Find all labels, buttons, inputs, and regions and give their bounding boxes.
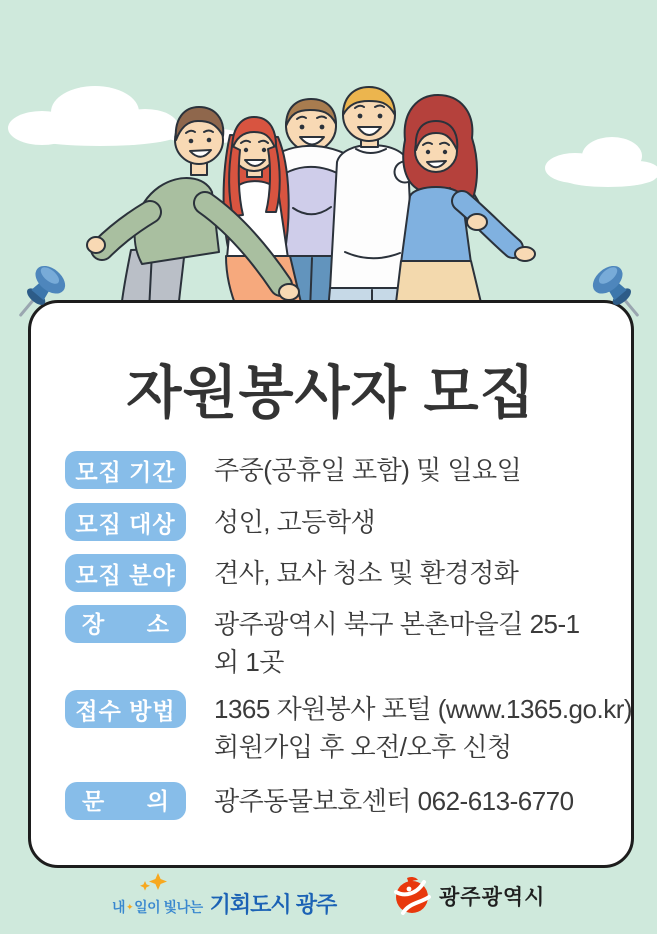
cloud-right-icon — [545, 137, 657, 187]
pushpin-left-icon — [8, 262, 72, 332]
badge-recruit-period: 모집 기간 — [65, 451, 186, 489]
value-location — [214, 605, 580, 681]
gwangju-city-logo — [393, 876, 545, 916]
info-card — [28, 300, 634, 868]
city-name: 광주광역시 — [439, 886, 546, 909]
poster-title: 자원봉사자 모집 — [126, 361, 536, 425]
value-recruit-field: 견사, 묘사 청소 및 환경정화 — [214, 558, 519, 588]
value-contact: 광주동물보호센터 062-613-6770 — [214, 786, 574, 816]
badge-location: 장 소 — [65, 605, 186, 643]
value-location-line2: 외 1곳 — [214, 647, 284, 677]
row-contact — [65, 782, 574, 820]
row-recruit-target — [65, 503, 375, 541]
badge-recruit-target: 모집 대상 — [65, 503, 186, 541]
row-recruit-field — [65, 554, 518, 592]
logo-brand: 기회도시 광주 — [209, 892, 337, 917]
star-dot-icon: ✦ — [126, 902, 134, 912]
hand-on-shoulder — [467, 214, 487, 230]
gwangju-opportunity-city-logo — [112, 888, 336, 919]
row-location — [65, 605, 580, 681]
badge-apply-method: 접수 방법 — [65, 690, 186, 728]
badge-recruit-field: 모집 분야 — [65, 554, 186, 592]
logo-tagline: 내✦일이 빛나는 — [112, 899, 203, 915]
value-apply-line2: 회원가입 후 오전/오후 신청 — [214, 732, 512, 762]
person-redhair-right — [395, 95, 535, 311]
row-recruit-period — [65, 451, 521, 489]
value-apply-method — [214, 690, 632, 766]
gwangju-emblem-icon — [393, 876, 431, 916]
footer — [0, 874, 657, 934]
value-recruit-period: 주중(공휴일 포함) 및 일요일 — [214, 455, 522, 485]
stars-icon — [134, 872, 174, 894]
badge-contact: 문 의 — [65, 782, 186, 820]
value-apply-line1: 1365 자원봉사 포털 (www.1365.go.kr) — [214, 694, 633, 724]
pushpin-right-icon — [586, 262, 650, 332]
value-location-line1: 광주광역시 북구 본촌마을길 25-1 — [214, 609, 580, 639]
value-recruit-target: 성인, 고등학생 — [214, 507, 376, 537]
row-apply-method — [65, 690, 632, 766]
friends-illustration — [0, 0, 657, 312]
